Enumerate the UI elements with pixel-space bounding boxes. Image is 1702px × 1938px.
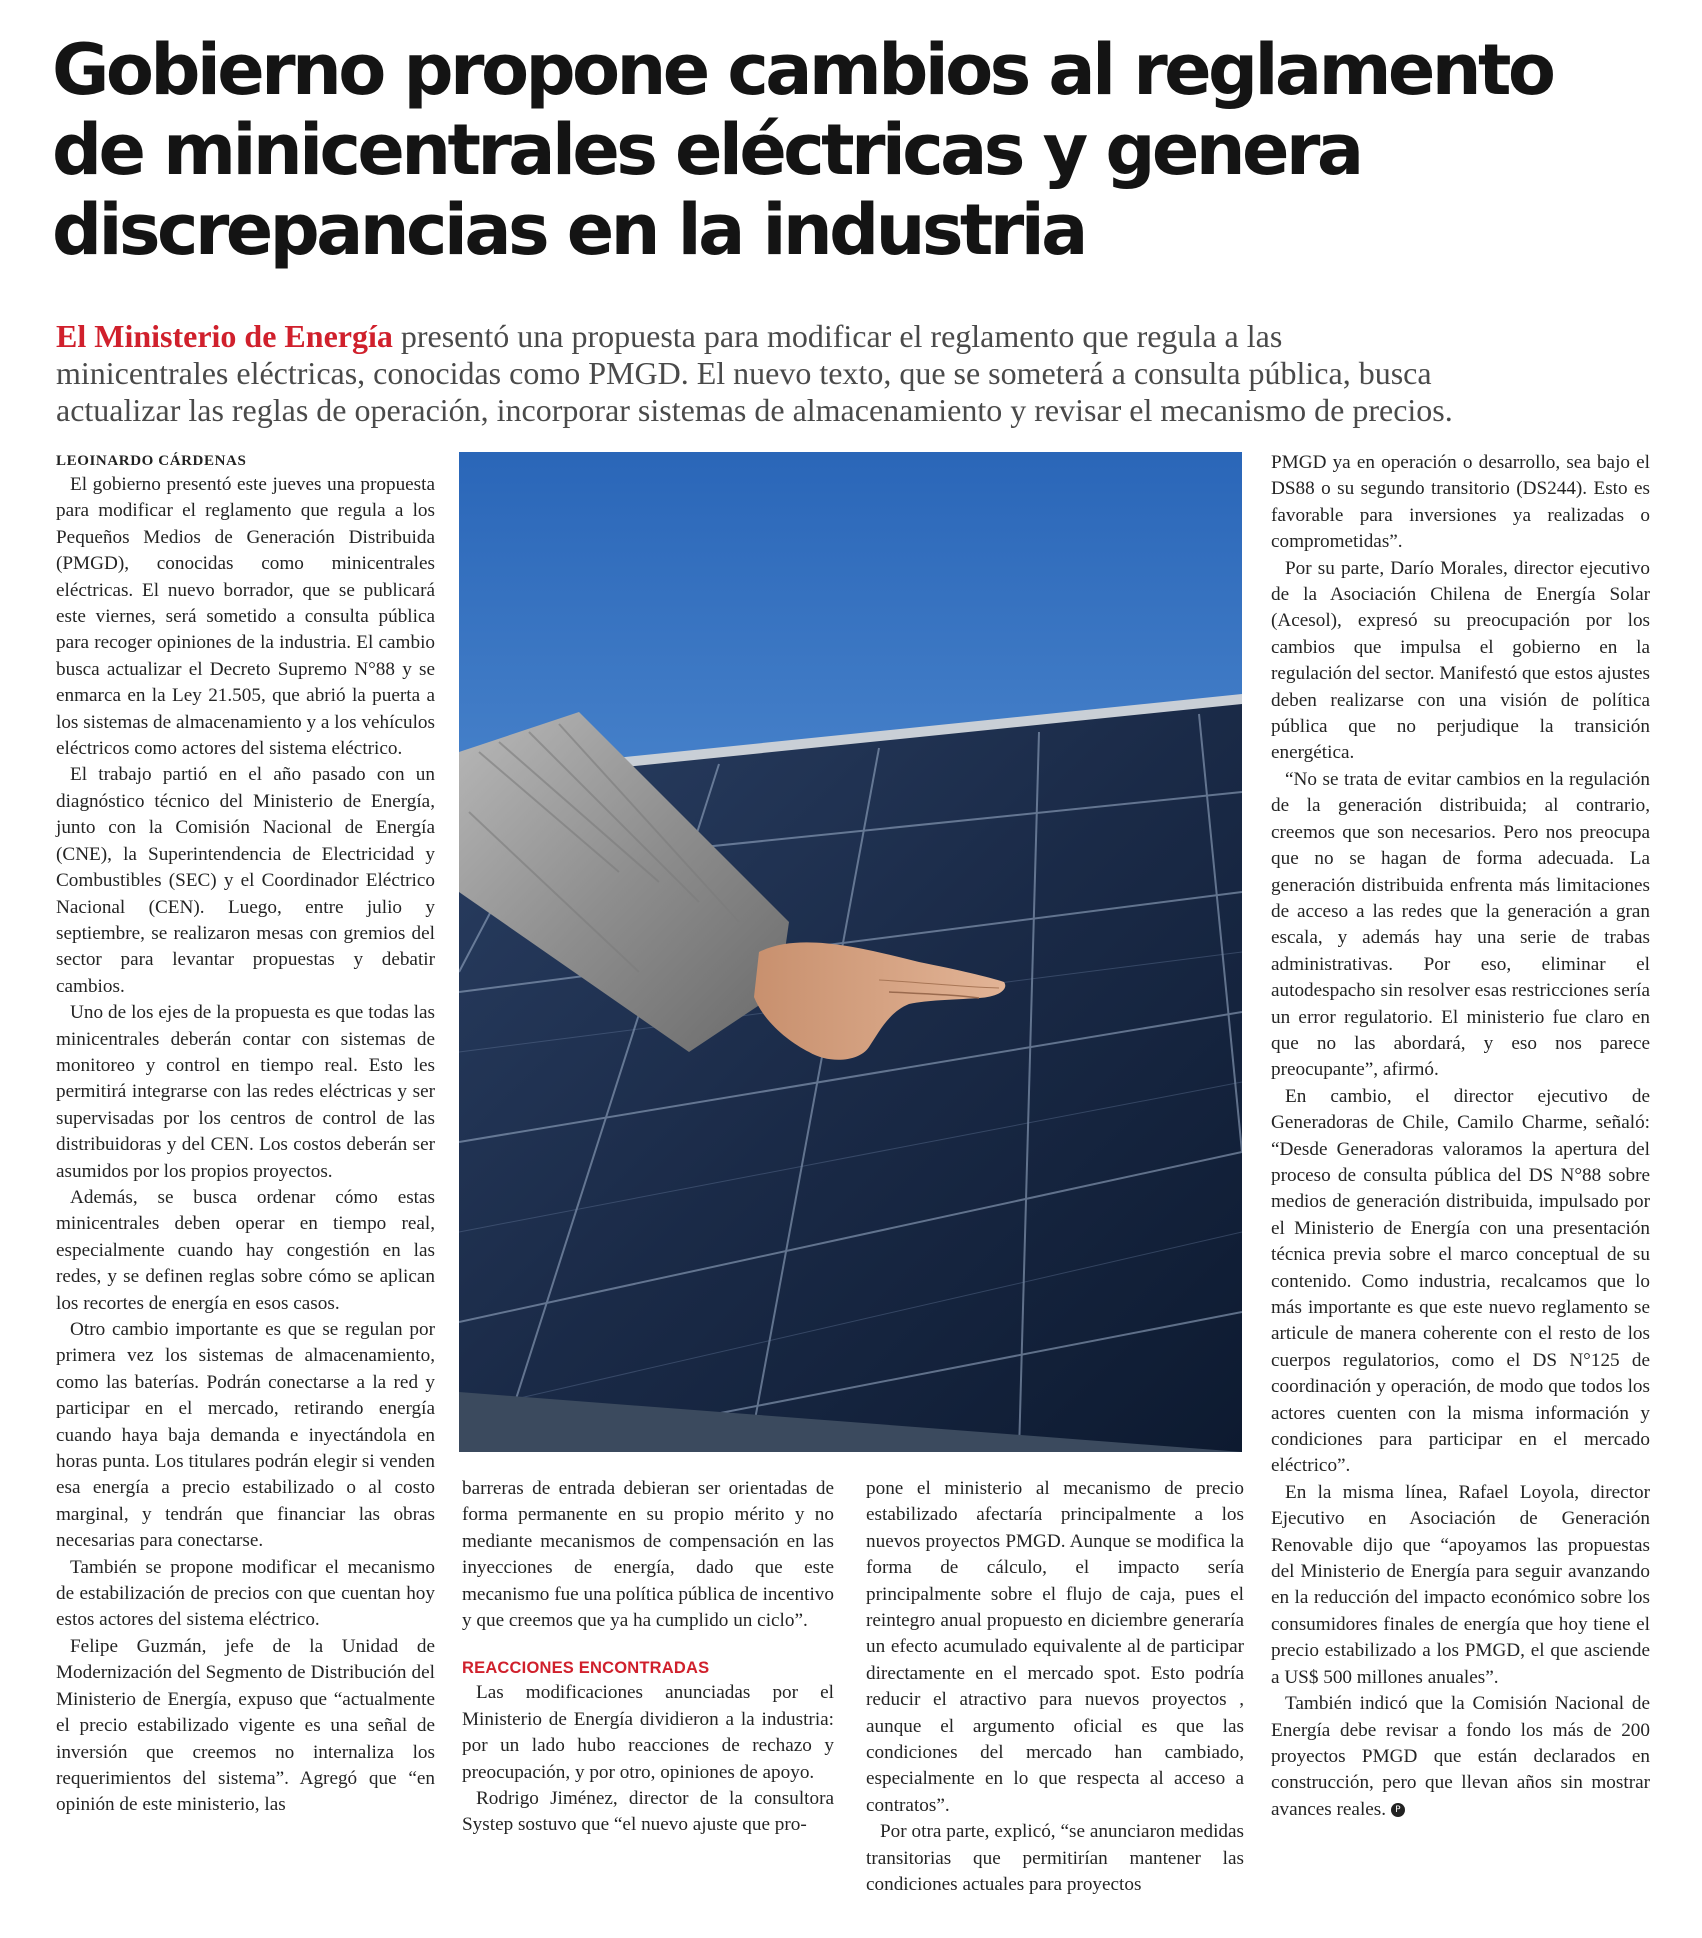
paragraph: Por su parte, Darío Morales, director ejecutivo de la Asociación Chilena de Energía Solar (Acesol), expresó su preocupación por los cambios que impulsa el gobierno en la regulación del sector. Manifestó que estos ajustes deben realizarse con una visión de política pública que no perjudique la transición energética. <box>1271 557 1650 764</box>
article-column-2 <box>462 1476 834 1839</box>
paragraph: El trabajo partió en el año pasado con un diagnóstico técnico del Ministerio de Energía, junto con la Comisión Nacional de Energía (CNE), la Superintendencia de Electricidad y Combustibles (SEC) y el Coordinador Eléctrico Nacional (CEN). Luego, entre julio y septiembre, se realizaron mesas con gremios del sector para levantar propuestas y debatir cambios. <box>56 764 435 997</box>
article-column-3 <box>866 1476 1244 1899</box>
solar-panel-hand-icon <box>459 452 1242 1452</box>
last-paragraph <box>1271 1691 1650 1823</box>
paragraph-text: También indicó que la Comisión Nacional de Energía debe revisar a fondo los más de 200 proyectos PMGD que están declarados en construcción, pero que llevan años sin mostrar avances reales. <box>1271 1693 1650 1820</box>
byline: LEOINARDO CÁRDENAS <box>56 453 247 469</box>
solar-panel-photo <box>459 452 1242 1452</box>
article-column-4 <box>1271 450 1650 1823</box>
paragraph: En la misma línea, Rafael Loyola, director Ejecutivo en Asociación de Generación Renovable dijo que “apoyamos las propuestas del Ministerio de Energía para seguir avanzando en la reducción del impacto económico sobre los consumidores finales de energía que hoy tiene el precio estabilizado a los PMGD, el que asciende a US$ 500 millones anuales”. <box>1271 1481 1650 1688</box>
paragraph: Rodrigo Jiménez, director de la consultora Systep sostuvo que “el nuevo ajuste que pro- <box>462 1788 834 1836</box>
end-mark-icon: P <box>1391 1803 1405 1817</box>
headline-line-2: de minicentrales eléctricas y genera <box>52 109 1361 191</box>
headline <box>52 30 1672 270</box>
lead-paragraph <box>56 318 1666 429</box>
paragraph: “No se trata de evitar cambios en la regulación de la generación distribuida; al contrario, creemos que son necesarios. Pero nos preocupa que no se hagan de forma adecuada. La generación distribuida enfrenta más limitaciones de acceso a las redes que la generación a gran escala, y además hay una serie de trabas administrativas. Por eso, eliminar el autodespacho sin resolver esas restricciones sería un error regulatorio. El ministerio fue claro en que no las abordará, y eso nos parece preocupante”, afirmó. <box>1271 768 1650 1081</box>
lead-line-1-rest: presentó una propuesta para modificar el reglamento que regula a las <box>392 318 1283 354</box>
lead-line-1 <box>56 318 1666 355</box>
article-column-1 <box>56 450 435 1819</box>
paragraph: barreras de entrada debieran ser orientadas de forma permanente en su propio mérito y no mediante mecanismos de compensación en las inyecciones de energía, dado que este mecanismo fue una política pública de incentivo y que creemos que ya ha cumplido un ciclo”. <box>462 1478 834 1632</box>
paragraph: El gobierno presentó este jueves una propuesta para modificar el reglamento que regula a los Pequeños Medios de Generación Distribuida (PMGD), conocidas como minicentrales eléctricas. El nuevo borrador, que se publicará este viernes, será sometido a consulta pública para recoger opiniones de la industria. El cambio busca actualizar el Decreto Supremo N°88 y se enmarca en la Ley 21.505, que abrió la puerta a los sistemas de almacenamiento y a los vehículos eléctricos como actores del sistema eléctrico. <box>56 474 435 760</box>
paragraph: Otro cambio importante es que se regulan por primera vez los sistemas de almacenamiento, como las baterías. Podrán conectarse a la red y participar en el mercado, retirando energía cuando haya baja demanda e inyectándola en horas punta. Los titulares podrán elegir si venden esa energía a precio estabilizado o al costo marginal, y tendrán que financiar las obras necesarias para conectarse. <box>56 1319 435 1552</box>
subhead: REACCIONES ENCONTRADAS <box>462 1659 710 1678</box>
paragraph: Por otra parte, explicó, “se anunciaron medidas transitorias que permitirían mantener las condiciones actuales para proyectos <box>866 1821 1244 1896</box>
paragraph: Además, se busca ordenar cómo estas minicentrales deben operar en tiempo real, especialmente cuando hay congestión en las redes, y se definen reglas sobre cómo se aplican los recortes de energía en esos casos. <box>56 1186 435 1314</box>
paragraph: Felipe Guzmán, jefe de la Unidad de Modernización del Segmento de Distribución del Ministerio de Energía, expuso que “actualmente el precio estabilizado vigente es una señal de inversión que creemos no internaliza los requerimientos del sistema”. Agregó que “en opinión de este ministerio, las <box>56 1635 435 1816</box>
paragraph: En cambio, el director ejecutivo de Generadoras de Chile, Camilo Charme, señaló: “Desde Generadoras valoramos la apertura del proceso de consulta pública del DS N°88 sobre medios de generación distribuida, impulsado por el Ministerio de Energía con una presentación técnica previa sobre el marco conceptual de su contenido. Como industria, recalcamos que lo más importante es que este nuevo reglamento se articule de manera coherente con el resto de los cuerpos regulatorios, como el DS N°125 de coordinación y operación, de modo que todos los actores cuenten con la misma información y condiciones para participar en el mercado eléctrico”. <box>1271 1085 1650 1477</box>
paragraph: También se propone modificar el mecanismo de estabilización de precios con que cuentan hoy estos actores del sistema eléctrico. <box>56 1556 435 1631</box>
headline-line-3: discrepancias en la industria <box>52 189 1085 271</box>
lead-accent: El Ministerio de Energía <box>56 318 393 354</box>
lead-line-3: actualizar las reglas de operación, incorporar sistemas de almacenamiento y revisar el mecanismo de precios. <box>56 392 1453 428</box>
paragraph: Uno de los ejes de la propuesta es que todas las minicentrales deberán contar con sistemas de monitoreo y control en tiempo real. Esto les permitirá integrarse con las redes eléctricas y ser supervisadas por los centros de control de las distribuidoras y del CEN. Los costos deberán ser asumidos por los propios proyectos. <box>56 1002 435 1182</box>
headline-line-1: Gobierno propone cambios al reglamento <box>52 29 1553 111</box>
lead-line-2: minicentrales eléctricas, conocidas como PMGD. El nuevo texto, que se someterá a consulta pública, busca <box>56 355 1432 391</box>
paragraph: pone el ministerio al mecanismo de precio estabilizado afectaría principalmente a los nuevos proyectos PMGD. Aunque se modifica la forma de cálculo, el impacto sería principalmente sobre el flujo de caja, pues el reintegro anual propuesto en diciembre generaría un efecto acumulado equivalente al de participar directamente en el mercado spot. Esto podría reducir el atractivo para nuevos proyectos , aunque el argumento oficial es que las condiciones del mercado han cambiado, especialmente en lo que respecta al acceso a contratos”. <box>866 1478 1244 1816</box>
paragraph: PMGD ya en operación o desarrollo, sea bajo el DS88 o su segundo transitorio (DS244). Esto es favorable para inversiones ya realizadas o comprometidas”. <box>1271 452 1650 553</box>
paragraph: Las modificaciones anunciadas por el Ministerio de Energía dividieron a la industria: por un lado hubo reacciones de rechazo y preocupación, y por otro, opiniones de apoyo. <box>462 1682 834 1783</box>
